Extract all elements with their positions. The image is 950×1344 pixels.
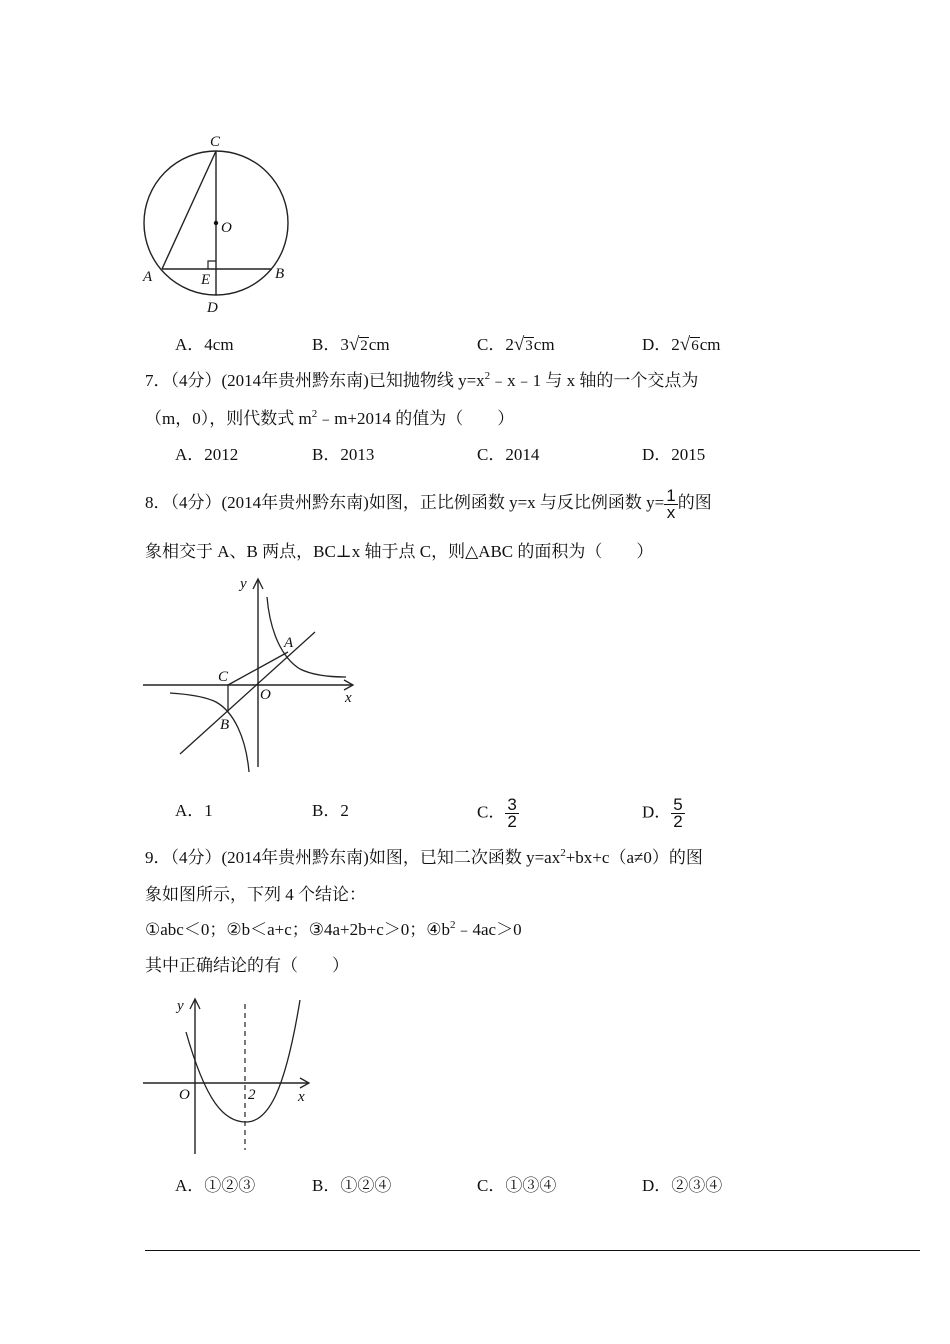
q9-option-d[interactable]: D．②③④ xyxy=(642,1176,723,1195)
hyperbola-figure xyxy=(140,572,365,772)
label-2: 2 xyxy=(248,1087,256,1103)
q8-options xyxy=(175,795,815,831)
label-e: E xyxy=(201,272,211,288)
label-c: C xyxy=(218,669,229,685)
label-y: y xyxy=(177,998,184,1014)
label-o: O xyxy=(179,1087,190,1103)
q7-options xyxy=(175,441,815,469)
label-y: y xyxy=(240,576,247,592)
q6-option-c[interactable]: C．2√3cm xyxy=(477,331,555,360)
label-b: B xyxy=(220,717,230,733)
q9-line2: 象如图所示，下列 4 个结论： xyxy=(145,885,366,904)
q8-line1: 8．（4分）(2014年贵州黔东南)如图，正比例函数 y=x 与反比例函数 y= $\frac{1}{x}$ 的图 xyxy=(145,485,712,522)
q9-line4: 其中正确结论的有（ ） xyxy=(145,956,349,975)
q8-line2: 象相交于 A、B 两点，BC⊥x 轴于点 C，则△ABC 的面积为（ ） xyxy=(145,542,654,561)
sqrt-symbol: √2 xyxy=(348,334,368,355)
sqrt-symbol: √6 xyxy=(679,334,699,355)
q8-option-d[interactable]: D． $\frac{5}{2}$ xyxy=(642,795,683,831)
label-c: C xyxy=(210,134,221,150)
q9-options xyxy=(175,1172,815,1200)
q7-option-b[interactable]: B．2013 xyxy=(312,445,375,464)
label-b: B xyxy=(275,266,285,282)
q9-line1: 9．（4分）(2014年贵州黔东南)如图，已知二次函数 $y=ax^2+bx+c(a\ne 0)$的图 xyxy=(145,847,703,867)
label-a: A xyxy=(143,269,153,285)
fraction-1-over-x: $\frac{1}{x}$ xyxy=(666,485,676,522)
label-o: O xyxy=(221,220,232,236)
parabola-figure xyxy=(140,992,320,1157)
q7-option-d[interactable]: D．2015 xyxy=(642,445,706,464)
q8-option-c[interactable]: C． $\frac{3}{2}$ xyxy=(477,795,517,831)
q9-option-a[interactable]: A．①②③ xyxy=(175,1176,256,1195)
fraction: $\frac{3}{2}$ xyxy=(507,795,517,831)
q6-option-a[interactable]: A．4cm xyxy=(175,335,234,354)
q7-option-a[interactable]: A．2012 xyxy=(175,445,239,464)
q8-option-b[interactable]: B．2 xyxy=(312,801,349,820)
sqrt-symbol: √3 xyxy=(513,334,533,355)
label-a: A xyxy=(284,635,294,651)
label-x: x xyxy=(298,1089,305,1105)
circle-figure xyxy=(135,128,305,320)
q6-options xyxy=(175,331,815,359)
q7-line1: 7．（4分）(2014年贵州黔东南)已知抛物线 $y=x^2﹣x﹣1$ 与 x 轴的一个交点为 xyxy=(145,370,699,390)
q9-line3: ①abc＜0；②b＜a+c；③4a+2b+c＞0；$④b^2﹣4ac>0$ xyxy=(145,919,522,939)
q6-option-d[interactable]: D．2√6cm xyxy=(642,331,721,360)
label-x: x xyxy=(345,690,352,706)
label-o: O xyxy=(260,687,271,703)
label-d: D xyxy=(207,300,218,316)
q9-option-c[interactable]: C．①③④ xyxy=(477,1176,557,1195)
q9-option-b[interactable]: B．①②④ xyxy=(312,1176,392,1195)
q8-option-a[interactable]: A．1 xyxy=(175,801,213,820)
q7-line2: （m，0），则代数式 $m^2﹣m+2014$ 的值为（ ） xyxy=(145,408,515,428)
fraction: $\frac{5}{2}$ xyxy=(673,795,683,831)
footer-rule xyxy=(145,1250,920,1251)
q7-option-c[interactable]: C．2014 xyxy=(477,445,540,464)
q6-option-b[interactable]: B．3√2cm xyxy=(312,331,390,360)
